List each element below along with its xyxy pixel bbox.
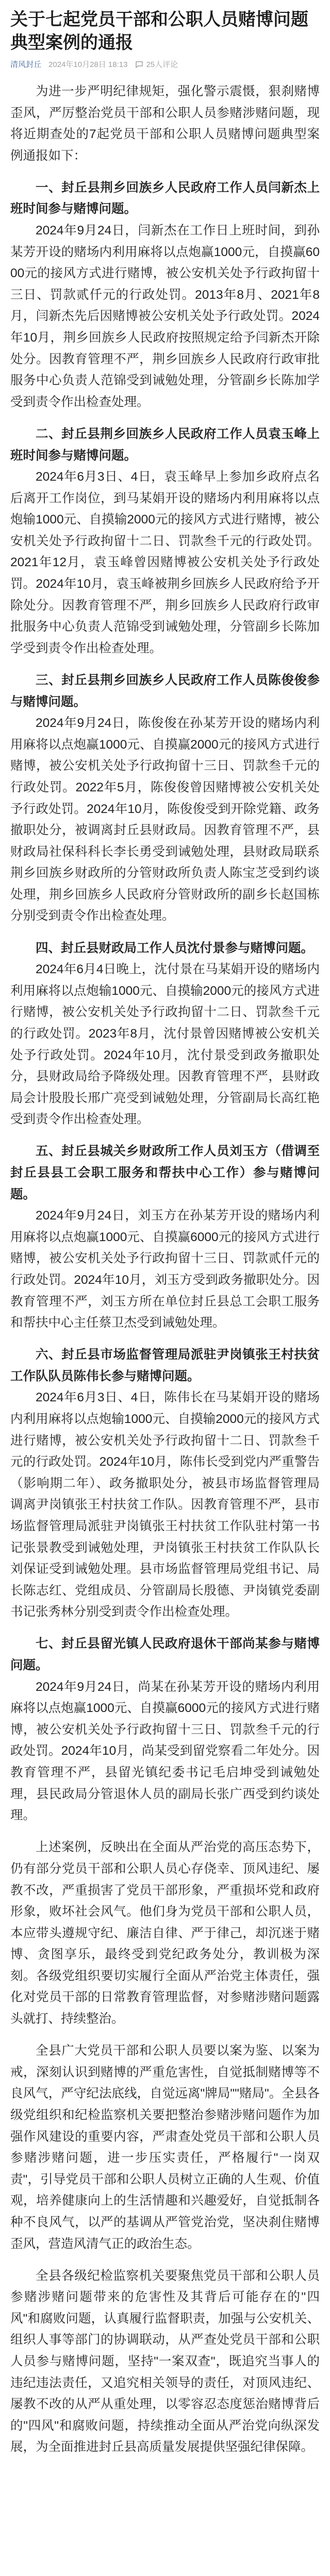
article-body	[10, 81, 320, 2458]
article-datetime: 2024年10月28日 18:13	[48, 60, 128, 69]
section-heading: 五、封丘县城关乡财政所工作人员刘玉方（借调至封丘县县工会职工服务和帮扶中心工作）参与赌博问题。	[10, 1144, 320, 1201]
section-heading: 四、封丘县财政局工作人员沈付景参与赌博问题。	[36, 941, 314, 955]
section-heading: 六、封丘县市场监督管理局派驻尹岗镇张王村扶贫工作队队员陈伟长参与赌博问题。	[10, 1348, 320, 1383]
body-paragraph: 2024年9月24日，刘玉方在孙某芳开设的赌场内利用麻将以点炮赢1000元、自摸赢6000元的接风方式进行赌博，被公安机关处予行政拘留十三日、罚款贰仟元的行政处罚。2024年10月，刘玉方受到政务撤职处分。因教育管理不严，刘玉方所在单位封丘县总工会职工服务和帮扶中心主任蔡卫杰受到诫勉处理。	[10, 1209, 320, 1330]
body-paragraph: 2024年9月24日，闫新杰在工作日上班时间，到孙某芳开设的赌场内利用麻将以点炮赢1000元，自摸赢6000元的接风方式进行赌博，被公安机关处予行政拘留十三日、罚款贰仟元的行政处罚。2013年8月、2021年8月，闫新杰先后因赌博被公安机关处予行政处罚。2024年10月，荆乡回族乡人民政府按照规定给予闫新杰开除处分。因教育管理不严，荆乡回族乡人民政府行政审批服务中心负责人范锦受到诫勉处理，分管副乡长陈加学受到责令作出检查处理。	[10, 224, 320, 409]
comment-icon	[135, 60, 144, 69]
section-heading: 一、封丘县荆乡回族乡人民政府工作人员闫新杰上班时间参与赌博问题。	[10, 180, 320, 216]
body-paragraph: 2024年6月3日、4日，陈伟长在马某娟开设的赌场内利用麻将以点炮输1000元、自摸输2000元的接风方式进行赌博，被公安机关处予行政拘留十二日、罚款叁千元的行政处罚。2024年10月，陈伟长受到党内严重警告（影响期二年）、政务撤职处分，被县市场监督管理局调离尹岗镇张王村扶贫工作队。因教育管理不严，县市场监督管理局派驻尹岗镇张王村扶贫工作队驻村第一书记张景教受到诫勉处理，尹岗镇张王村扶贫工作队队长刘保证受到诫勉处理。县市场监督管理局党组书记、局长陈志红、党组成员、分管副局长殷德、尹岗镇党委副书记张秀林分别受到责令作出检查处理。	[10, 1391, 320, 1619]
section-heading: 三、封丘县荆乡回族乡人民政府工作人员陈俊俊参与赌博问题。	[10, 673, 320, 709]
body-paragraph: 上述案例，反映出在全面从严治党的高压态势下，仍有部分党员干部和公职人员心存侥幸、顶风违纪、屡教不改，严重损害了党员干部形象，严重损坏党和政府形象，败坏社会风气。他们身为党员干部和公职人员，本应带头遵规守纪、廉洁自律、严于律己，却沉迷于赌博、贪图享乐，最终受到党纪政务处分，教训极为深刻。各级党组织要切实履行全面从严治党主体责任，强化对党员干部的日常教育管理监督，对参赌涉赌问题露头就打、持续整治。	[10, 1840, 320, 2026]
body-paragraph: 全县广大党员干部和公职人员要以案为鉴、以案为戒，深刻认识到赌博的严重危害性，自觉抵制赌博等不良风气，严守纪法底线，自觉远离"牌局""赌局"。全县各级党组织和纪检监察机关要把整治参赌涉赌问题作为加强作风建设的重要内容，严肃查处党员干部和公职人员参赌涉赌问题，进一步压实责任，严格履行"一岗双责"，引导党员干部和公职人员树立正确的人生观、价值观，培养健康向上的生活情趣和兴趣爱好，自觉抵制各种不良风气，以严的基调从严管党治党，坚决刹住赌博歪风，营造风清气正的政治生态。	[10, 2044, 320, 2251]
article-meta	[10, 59, 320, 70]
body-paragraph: 2024年9月24日，尚某在孙某芳开设的赌场内利用麻将以点炮赢1000元、自摸赢6000元的接风方式进行赌博，被公安机关处予行政拘留十三日、罚款叁千元的行政处罚。2024年10月，尚某受到留党察看二年处分。因教育管理不严，县留光镇纪委书记毛启坤受到诫勉处理，县民政局分管退休人员的副局长张广西受到约谈处理。	[10, 1680, 320, 1823]
views-counter	[135, 59, 178, 70]
article-views: 25人评论	[146, 60, 178, 69]
body-paragraph: 2024年6月3日、4日，袁玉峰早上参加乡政府点名后离开工作岗位，到马某娟开设的赌场内利用麻将以点炮输1000元、自摸输2000元的接风方式进行赌博，被公安机关处予行政拘留十二日、罚款叁千元的行政处罚。2021年12月，袁玉峰曾因赌博被公安机关处予行政处罚。2024年10月，袁玉峰被荆乡回族乡人民政府给予开除处分。因教育管理不严，荆乡回族乡人民政府行政审批服务中心负责人范锦受到诫勉处理，分管副乡长陈加学受到责令作出检查处理。	[10, 470, 320, 655]
body-paragraph: 为进一步严明纪律规矩，强化警示震慑，狠刹赌博歪风，严厉整治党员干部和公职人员参赌涉赌问题，现将近期查处的7起党员干部和公职人员赌博问题典型案例通报如下：	[10, 84, 320, 163]
article-title: 关于七起党员干部和公职人员赌博问题典型案例的通报	[10, 10, 308, 53]
body-paragraph: 全县各级纪检监察机关要聚焦党员干部和公职人员参赌涉赌问题带来的危害性及其背后可能存在的"四风"和腐败问题，认真履行监督职责，加强与公安机关、组织人事等部门的协调联动，从严查处党员干部和公职人员参与赌博问题，坚持"一案双查"，既追究当事人的违纪违法责任，又追究相关领导的责任，对顶风违纪、屡教不改的从严从重处理，以零容忍态度惩治赌博背后的"四风"和腐败问题，持续推动全面从严治党向纵深发展，为全面推进封丘县高质量发展提供坚强纪律保障。	[10, 2268, 320, 2454]
article-source[interactable]: 清风封丘	[10, 60, 42, 69]
section-heading: 七、封丘县留光镇人民政府退休干部尚某参与赌博问题。	[10, 1637, 320, 1673]
body-paragraph: 2024年9月24日，陈俊俊在孙某芳开设的赌场内利用麻将以点炮赢1000元、自摸赢2000元的接风方式进行赌博，被公安机关处予行政拘留十三日、罚款叁千元的行政处罚。2022年5月，陈俊俊曾因赌博被公安机关处予行政处罚。2024年10月，陈俊俊受到开除党籍、政务撤职处分，被调离封丘县财政局。因教育管理不严，县财政局社保科科长李长勇受到诫勉处理，县财政局联系荆乡回族乡财政所的分管财政所负责人陈宝芝受到约谈处理，荆乡回族乡人民政府分管财政所的副乡长赵国栋分别受到责令作出检查处理。	[10, 716, 320, 923]
section-heading: 二、封丘县荆乡回族乡人民政府工作人员袁玉峰上班时间参与赌博问题。	[10, 427, 320, 463]
body-paragraph: 2024年6月4日晚上，沈付景在马某娟开设的赌场内利用麻将以点炮输1000元、自摸输2000元的接风方式进行赌博，被公安机关处予行政拘留十二日、罚款叁千元的行政处罚。2023年8月，沈付景曾因赌博被公安机关处予行政处罚。2024年10月，沈付景受到政务撤职处分，县财政局给予降级处理。因教育管理不严，县财政局会计股股长邢广亮受到诫勉处理，分管副局长高红艳受到责令作出检查处理。	[10, 962, 320, 1127]
